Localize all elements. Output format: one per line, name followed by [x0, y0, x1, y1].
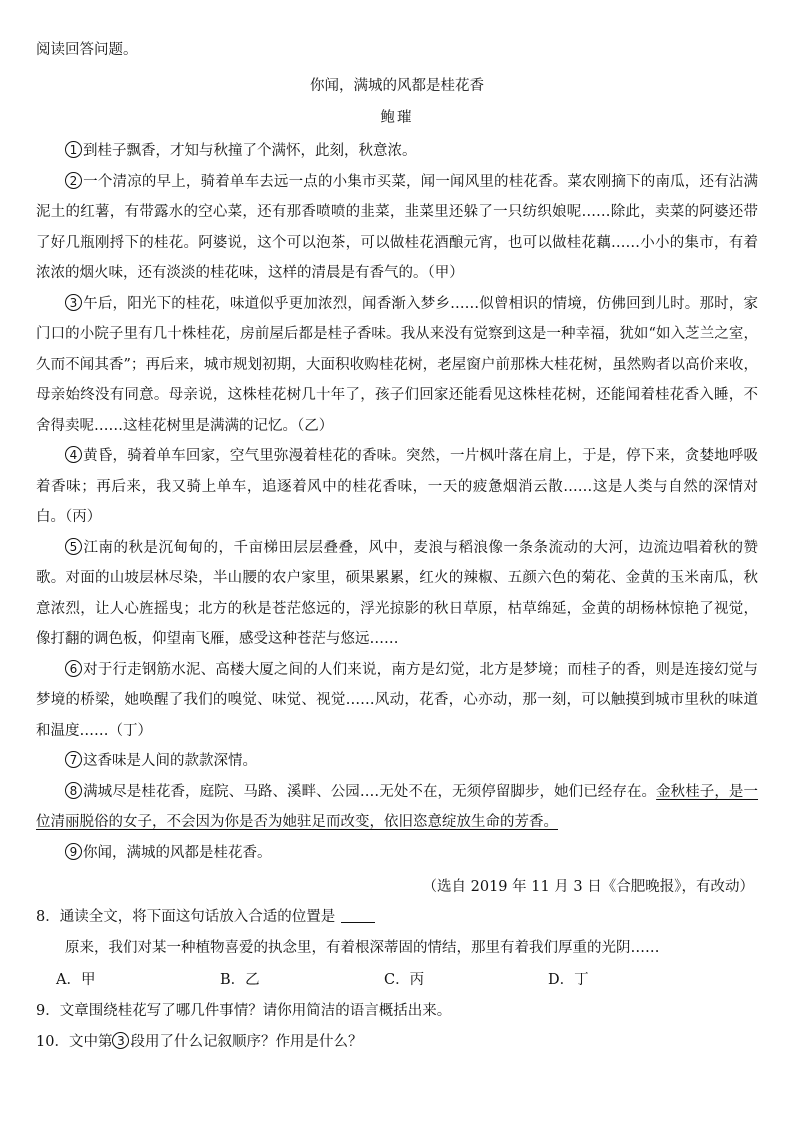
paragraph-number: 8: [65, 782, 82, 799]
paragraph-number: 4: [65, 446, 82, 463]
question-10: [36, 1027, 758, 1058]
paragraph-text: 你闻，满城的风都是桂花香。: [83, 844, 272, 861]
option-a[interactable]: A．甲: [56, 972, 96, 988]
paragraph-number: 1: [65, 141, 82, 158]
paragraph-text: 一个清凉的早上，骑着单车去远一点的小集市买菜，闻一闻风里的桂花香。菜农刚摘下的南瓜，还有沾满泥土的红薯，有带露水的空心菜，还有那香喷喷的韭菜，韭菜里还躲了一只纺织娘呢……除此，卖菜的阿婆还带了好几瓶刚捋下的桂花。阿婆说，这个可以泡茶，可以做桂花酒酿元宵，也可以做桂花藕……小小的集市，有着浓浓的烟火味，还有淡淡的桂花味，这样的清晨是有香气的。（甲）: [36, 173, 758, 281]
underlined-sentence: 金秋桂子，是一位清丽脱俗的女子，不会因为你是否为她驻足而改变，依旧恣意绽放生命的芳香。: [36, 783, 759, 830]
paragraph-text: 黄昏，骑着单车回家，空气里弥漫着桂花的香味。突然，一片枫叶落在肩上，于是，停下来，贪婪地呼吸着香味；再后来，我又骑上单车，追逐着风中的桂花香味，一天的疲惫烟消云散……这是人类与自然的深情对白。（丙）: [36, 448, 758, 525]
paragraph-number: 5: [65, 538, 82, 555]
question-8-stem-text: 8．通读全文，将下面这句话放入合适的位置是: [36, 909, 336, 925]
question-8: [36, 902, 758, 996]
article-source: （选自 2019 年 11 月 3 日《合肥晚报》，有改动）: [422, 879, 754, 895]
paragraph-number: 6: [65, 660, 82, 677]
question-9: 9．文章围绕桂花写了哪几件事情？请你用简洁的语言概括出来。: [36, 1003, 452, 1019]
paragraph-number: 3: [65, 294, 82, 311]
article-title: 你闻，满城的风都是桂花香: [310, 78, 484, 94]
paragraph-text: 满城尽是桂花香，庭院、马路、溪畔、公园‥‥无处不在，无须停留脚步，她们已经存在。: [83, 783, 657, 800]
paragraph-5: [36, 533, 758, 655]
paragraph-8: [36, 777, 758, 838]
paragraph-text: 午后，阳光下的桂花，味道似乎更加浓烈，闻香渐入梦乡……似曾相识的情境，仿佛回到儿时。那时，家门口的小院子里有几十株桂花，房前屋后都是桂子香味。我从来没有觉察到这是一种幸福，犹如“如入芝兰之室，久而不闻其香”；再后来，城市规划初期，大面积收购桂花树，老屋窗户前那株大桂花树，虽然购者以高价来收，母亲始终没有同意。母亲说，这株桂花树几十年了，孩子们回家还能看见这株桂花树，还能闻着桂花香入睡，不舍得卖呢……这桂花树里是满满的记忆。（乙）: [36, 295, 758, 434]
paragraph-text: 这香味是人间的款款深情。: [83, 753, 257, 769]
document-page: [36, 36, 758, 1058]
paragraph-text: 对于行走钢筋水泥、高楼大厦之间的人们来说，南方是幻觉，北方是梦境；而桂子的香，则是连接幻觉与梦境的桥梁，她唤醒了我们的嗅觉、味觉、视觉……风动，花香，心亦动，那一刻，可以触摸到城市里秋的味道和温度……（丁）: [36, 661, 758, 739]
question-8-options: [36, 964, 758, 996]
question-10-suffix: 段用了什么记叙顺序？作用是什么？: [130, 1034, 363, 1050]
article-body: [36, 136, 758, 868]
question-10-prefix: 10．文中第: [36, 1034, 113, 1050]
paragraph-4: [36, 441, 758, 533]
instruction-text: 阅读回答问题。: [36, 42, 138, 58]
answer-blank[interactable]: [341, 908, 375, 923]
question-8-stem: [36, 902, 758, 933]
paragraph-1: [36, 136, 758, 167]
option-c[interactable]: C．丙: [384, 972, 425, 988]
paragraph-9: [36, 838, 758, 869]
paragraph-text: 江南的秋是沉甸甸的，千亩梯田层层叠叠，风中，麦浪与稻浪像一条条流动的大河，边流边唱着秋的赞歌。对面的山坡层林尽染，半山腰的农户家里，硕果累累，红火的辣椒、五颜六色的菊花、金黄的玉米南瓜，秋意浓烈，让人心旌摇曳；北方的秋是苍茫悠远的，浮光掠影的秋日草原，枯草绵延，金黄的胡杨林惊艳了视觉，像打翻的调色板，仰望南飞雁，感受这种苍茫与悠远……: [36, 539, 758, 647]
option-b[interactable]: B．乙: [220, 972, 260, 988]
paragraph-7: [36, 746, 758, 777]
paragraph-text: 到桂子飘香，才知与秋撞了个满怀，此刻，秋意浓。: [83, 143, 417, 159]
question-8-sentence: 原来，我们对某一种植物喜爱的执念里，有着根深蒂固的情结，那里有着我们厚重的光阴……: [65, 940, 660, 956]
article-author: 鲍璀: [380, 110, 414, 126]
option-d[interactable]: D．丁: [548, 972, 589, 988]
paragraph-number: 9: [65, 843, 82, 860]
paragraph-2: [36, 167, 758, 289]
paragraph-number: 2: [65, 172, 82, 189]
paragraph-number: 3: [112, 1032, 129, 1049]
paragraph-number: 7: [65, 751, 82, 768]
paragraph-3: [36, 289, 758, 442]
paragraph-6: [36, 655, 758, 747]
